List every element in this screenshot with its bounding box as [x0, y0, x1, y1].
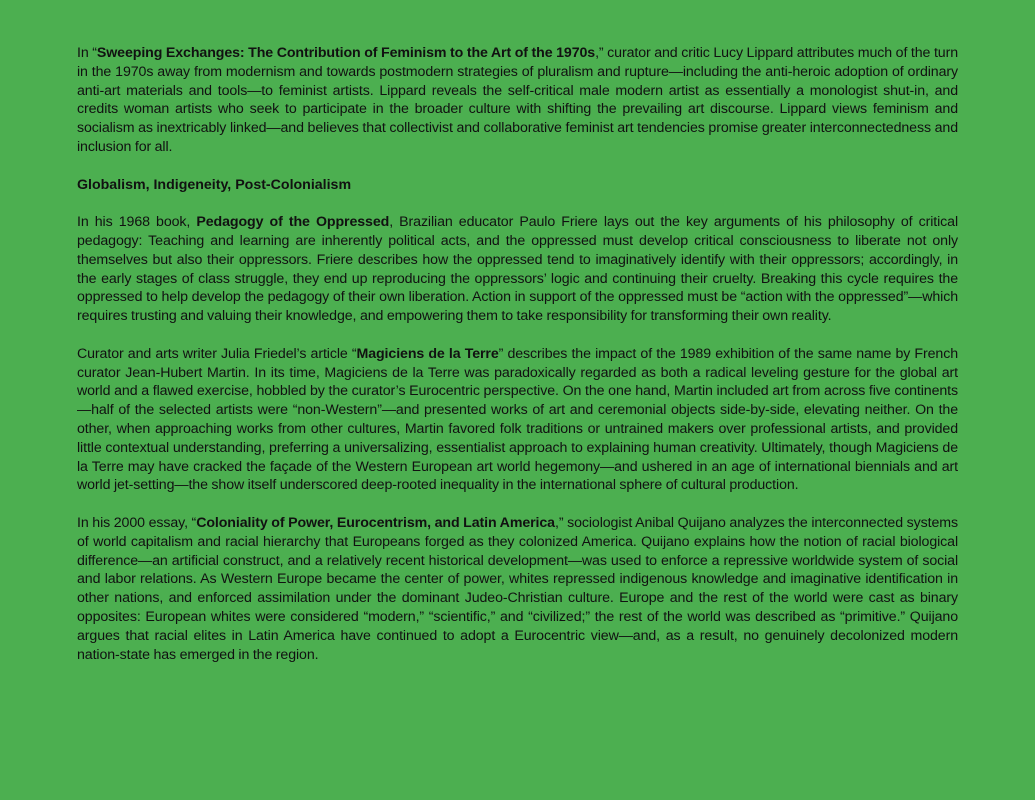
- article-title-sweeping-exchanges: Sweeping Exchanges: The Contribution of Feminism to the Art of the 1970s: [96, 45, 596, 61]
- document-page: [77, 44, 958, 683]
- paragraph-friere-pre: In his 1968 book,: [77, 214, 197, 231]
- article-title-magiciens: Magiciens de la Terre: [356, 345, 499, 362]
- essay-title-coloniality: Coloniality of Power, Eurocentrism, and Latin America: [196, 514, 555, 531]
- paragraph-lippard-pre: In “: [77, 45, 97, 61]
- paragraph-friedel-pre: Curator and arts writer Julia Friedel’s article “: [77, 345, 357, 362]
- paragraph-friere-post: , Brazilian educator Paulo Friere lays out the key arguments of his philosophy of critical pedagogy: Teaching and learning are inherently political acts, and the oppressed must develop critical consciousness to liberate not only themselves but also their oppressors. Friere describes how the oppressed tend to imaginatively identify with their oppressors; accordingly, in the early stages of class struggle, they end up reproducing the oppressors’ logic and continuing their cruelty. Breaking this cycle requires the oppressed to help develop the pedagogy of their own liberation. Action in support of the oppressed must be “action with the oppressed”—which requires trusting and valuing their knowledge, and empowering them to take responsibility for transforming their own reality.: [77, 214, 958, 325]
- paragraph-friedel-post: ” describes the impact of the 1989 exhibition of the same name by French curator Jean-Hubert Martin. In its time, Magiciens de la Terre was paradoxically regarded as both a radical leveling gesture for the global art world and a flawed exercise, hobbled by the curator’s Eurocentric perspective. On the one hand, Martin included art from across five continents—half of the selected artists were “non-Western”—and presented works of art and ceremonial objects side-by-side, elevating neither. On the other, when approaching works from other cultures, Martin favored folk traditions or untrained makers over professional artists, and provided little contextual understanding, preferring a universalizing, essentialist approach to explaining human creativity. Ultimately, though Magiciens de la Terre may have cracked the façade of the Western European art world hegemony—and ushered in an age of international biennials and art world jet-setting—the show itself underscored deep-rooted inequality in the international sphere of cultural production.: [77, 345, 958, 494]
- book-title-pedagogy: Pedagogy of the Oppressed: [196, 214, 390, 231]
- paragraph-lippard: [77, 44, 958, 157]
- paragraph-quijano-post: ,” sociologist Anibal Quijano analyzes the interconnected systems of world capitalism and racial hierarchy that Europeans forged as they colonized America. Quijano explains how the notion of racial biological difference—an artificial construct, and a relatively recent historical development—was used to enforce a repressive worldwide system of social and labor relations. As Western Europe became the center of power, whites repressed indigenous knowledge and imaginative identification in other nations, and enforced assimilation under the dominant Judeo-Christian culture. Europe and the rest of the world were cast as binary opposites: European whites were considered “modern,” “scientific,” and “civilized;” the rest of the world was described as “primitive.” Quijano argues that racial elites in Latin America have continued to adopt a Eurocentric view—and, as a result, no genuinely decolonized modern nation-state has emerged in the region.: [77, 514, 958, 663]
- section-heading: Globalism, Indigeneity, Post-Colonialism: [77, 176, 352, 193]
- paragraph-quijano: [77, 514, 958, 664]
- paragraph-friedel: [77, 345, 958, 495]
- paragraph-quijano-pre: In his 2000 essay, “: [77, 514, 197, 531]
- paragraph-lippard-post: ,” curator and critic Lucy Lippard attributes much of the turn in the 1970s away from modernism and towards postmodern strategies of pluralism and rupture—including the anti-heroic adoption of ordinary anti-art materials and tools—to feminist artists. Lippard reveals the self-critical male modern artist as essentially a monologist shut-in, and credits woman artists who seek to participate in the broader culture with shifting the prevailing art discourse. Lippard views feminism and socialism as inextricably linked—and believes that collectivist and collaborative feminist art tendencies promise greater interconnectedness and inclusion for all.: [77, 45, 958, 155]
- paragraph-friere: [77, 213, 958, 326]
